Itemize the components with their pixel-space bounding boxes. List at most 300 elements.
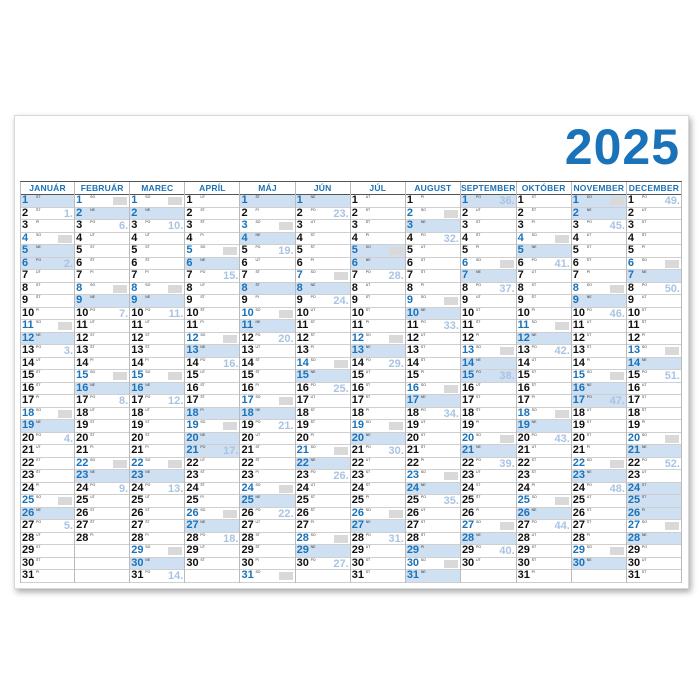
day-cell[interactable] [296,508,350,521]
day-cell[interactable] [406,533,460,546]
day-cell[interactable] [240,408,294,421]
day-cell[interactable] [351,383,405,396]
day-cell[interactable] [296,220,350,233]
day-cell[interactable] [351,445,405,458]
day-cell[interactable] [351,533,405,546]
day-cell[interactable] [240,295,294,308]
day-cell[interactable] [21,245,74,258]
day-cell[interactable] [296,433,350,446]
day-cell[interactable] [185,520,239,533]
day-cell[interactable] [627,508,681,521]
day-cell[interactable] [461,195,516,208]
day-cell[interactable] [296,408,350,421]
day-cell[interactable] [185,320,239,333]
day-cell[interactable] [296,233,350,246]
day-cell[interactable] [240,333,294,346]
day-cell[interactable] [130,570,184,583]
day-cell[interactable] [21,258,74,271]
day-cell[interactable] [185,283,239,296]
day-cell[interactable] [185,458,239,471]
day-cell[interactable] [351,520,405,533]
day-cell[interactable] [461,295,516,308]
day-cell[interactable] [627,270,681,283]
day-cell[interactable] [461,233,516,246]
day-cell[interactable] [75,233,129,246]
day-cell[interactable] [517,558,571,571]
day-cell[interactable] [572,408,626,421]
day-cell[interactable] [296,195,350,208]
day-cell[interactable] [240,395,294,408]
day-cell[interactable] [296,345,350,358]
day-cell[interactable] [517,308,571,321]
day-cell[interactable] [130,345,184,358]
day-cell[interactable] [296,545,350,558]
day-cell[interactable] [130,245,184,258]
day-cell[interactable] [240,483,294,496]
day-cell[interactable] [517,520,571,533]
day-cell[interactable] [185,358,239,371]
day-cell[interactable] [296,558,350,571]
day-cell[interactable] [406,345,460,358]
day-cell[interactable] [21,195,74,208]
day-cell[interactable] [240,345,294,358]
day-cell[interactable] [351,433,405,446]
day-cell[interactable] [572,220,626,233]
day-cell[interactable] [572,458,626,471]
day-cell[interactable] [130,308,184,321]
day-cell[interactable] [517,283,571,296]
day-cell[interactable] [75,495,129,508]
day-cell[interactable] [130,220,184,233]
day-cell[interactable] [75,445,129,458]
day-cell[interactable] [185,533,239,546]
day-cell[interactable] [627,433,681,446]
day-cell[interactable] [75,520,129,533]
day-cell[interactable] [572,308,626,321]
day-cell[interactable] [185,245,239,258]
day-cell[interactable] [351,408,405,421]
day-cell[interactable] [461,508,516,521]
day-cell[interactable] [517,433,571,446]
day-cell[interactable] [406,545,460,558]
day-cell[interactable] [21,458,74,471]
day-cell[interactable] [461,258,516,271]
day-cell[interactable] [461,208,516,221]
day-cell[interactable] [185,333,239,346]
day-cell[interactable] [75,383,129,396]
day-cell[interactable] [296,420,350,433]
day-cell[interactable] [406,408,460,421]
day-cell[interactable] [130,458,184,471]
day-cell[interactable] [130,433,184,446]
day-cell[interactable] [572,545,626,558]
day-cell[interactable] [572,245,626,258]
day-cell[interactable] [461,320,516,333]
day-cell[interactable] [406,570,460,583]
day-cell[interactable] [572,483,626,496]
day-cell[interactable] [461,370,516,383]
day-cell[interactable] [517,483,571,496]
day-cell[interactable] [185,295,239,308]
day-cell[interactable] [627,320,681,333]
day-cell[interactable] [240,545,294,558]
day-cell[interactable] [517,333,571,346]
day-cell[interactable] [351,308,405,321]
day-cell[interactable] [461,458,516,471]
day-cell[interactable] [461,395,516,408]
day-cell[interactable] [461,345,516,358]
day-cell[interactable] [627,570,681,583]
day-cell[interactable] [21,533,74,546]
day-cell[interactable] [185,308,239,321]
day-cell[interactable] [517,545,571,558]
day-cell[interactable] [627,470,681,483]
day-cell[interactable] [351,258,405,271]
day-cell[interactable] [461,408,516,421]
day-cell[interactable] [130,533,184,546]
day-cell[interactable] [627,495,681,508]
day-cell[interactable] [75,358,129,371]
day-cell[interactable] [517,508,571,521]
day-cell[interactable] [627,308,681,321]
day-cell[interactable] [130,233,184,246]
day-cell[interactable] [351,320,405,333]
day-cell[interactable] [627,233,681,246]
day-cell[interactable] [406,333,460,346]
day-cell[interactable] [461,383,516,396]
day-cell[interactable] [572,333,626,346]
day-cell[interactable] [351,233,405,246]
day-cell[interactable] [130,495,184,508]
day-cell[interactable] [572,320,626,333]
day-cell[interactable] [21,395,74,408]
day-cell[interactable] [21,558,74,571]
day-cell[interactable] [21,570,74,583]
day-cell[interactable] [627,295,681,308]
day-cell[interactable] [21,220,74,233]
day-cell[interactable] [75,308,129,321]
day-cell[interactable] [185,220,239,233]
day-cell[interactable] [130,370,184,383]
day-cell[interactable] [572,420,626,433]
day-cell[interactable] [351,395,405,408]
day-cell[interactable] [21,233,74,246]
day-cell[interactable] [351,508,405,521]
day-cell[interactable] [130,545,184,558]
day-cell[interactable] [75,395,129,408]
day-cell[interactable] [572,495,626,508]
day-cell[interactable] [75,408,129,421]
day-cell[interactable] [406,495,460,508]
day-cell[interactable] [185,558,239,571]
day-cell[interactable] [627,358,681,371]
day-cell[interactable] [461,533,516,546]
day-cell[interactable] [627,408,681,421]
day-cell[interactable] [517,420,571,433]
day-cell[interactable] [406,258,460,271]
day-cell[interactable] [240,508,294,521]
day-cell[interactable] [572,345,626,358]
day-cell[interactable] [627,420,681,433]
day-cell[interactable] [351,333,405,346]
day-cell[interactable] [351,458,405,471]
day-cell[interactable] [572,383,626,396]
day-cell[interactable] [572,558,626,571]
day-cell[interactable] [406,458,460,471]
day-cell[interactable] [351,208,405,221]
day-cell[interactable] [130,270,184,283]
day-cell[interactable] [75,195,129,208]
day-cell[interactable] [627,258,681,271]
day-cell[interactable] [240,283,294,296]
day-cell[interactable] [572,358,626,371]
day-cell[interactable] [461,545,516,558]
day-cell[interactable] [296,370,350,383]
day-cell[interactable] [627,545,681,558]
day-cell[interactable] [130,283,184,296]
day-cell[interactable] [296,283,350,296]
day-cell[interactable] [240,520,294,533]
day-cell[interactable] [75,370,129,383]
day-cell[interactable] [627,345,681,358]
day-cell[interactable] [406,433,460,446]
day-cell[interactable] [572,208,626,221]
day-cell[interactable] [75,208,129,221]
day-cell[interactable] [627,370,681,383]
day-cell[interactable] [75,320,129,333]
day-cell[interactable] [75,483,129,496]
day-cell[interactable] [240,570,294,583]
day-cell[interactable] [406,383,460,396]
day-cell[interactable] [406,220,460,233]
day-cell[interactable] [21,445,74,458]
day-cell[interactable] [185,383,239,396]
day-cell[interactable] [130,208,184,221]
day-cell[interactable] [240,233,294,246]
day-cell[interactable] [21,270,74,283]
day-cell[interactable] [572,433,626,446]
day-cell[interactable] [75,420,129,433]
day-cell[interactable] [461,520,516,533]
day-cell[interactable] [351,245,405,258]
day-cell[interactable] [517,445,571,458]
day-cell[interactable] [351,370,405,383]
day-cell[interactable] [130,195,184,208]
day-cell[interactable] [572,395,626,408]
day-cell[interactable] [185,495,239,508]
day-cell[interactable] [351,195,405,208]
day-cell[interactable] [240,383,294,396]
day-cell[interactable] [351,220,405,233]
day-cell[interactable] [627,558,681,571]
day-cell[interactable] [21,483,74,496]
day-cell[interactable] [517,533,571,546]
day-cell[interactable] [296,358,350,371]
day-cell[interactable] [296,295,350,308]
day-cell[interactable] [75,270,129,283]
day-cell[interactable] [406,358,460,371]
day-cell[interactable] [130,333,184,346]
day-cell[interactable] [517,270,571,283]
day-cell[interactable] [130,383,184,396]
day-cell[interactable] [21,383,74,396]
day-cell[interactable] [75,258,129,271]
day-cell[interactable] [351,270,405,283]
day-cell[interactable] [517,495,571,508]
day-cell[interactable] [130,320,184,333]
day-cell[interactable] [461,308,516,321]
day-cell[interactable] [130,483,184,496]
day-cell[interactable] [461,483,516,496]
day-cell[interactable] [130,420,184,433]
day-cell[interactable] [351,420,405,433]
day-cell[interactable] [351,570,405,583]
day-cell[interactable] [21,420,74,433]
day-cell[interactable] [517,258,571,271]
day-cell[interactable] [296,395,350,408]
day-cell[interactable] [406,445,460,458]
day-cell[interactable] [21,358,74,371]
day-cell[interactable] [130,358,184,371]
day-cell[interactable] [461,445,516,458]
day-cell[interactable] [517,195,571,208]
day-cell[interactable] [627,458,681,471]
day-cell[interactable] [406,395,460,408]
day-cell[interactable] [296,520,350,533]
day-cell[interactable] [185,233,239,246]
day-cell[interactable] [21,308,74,321]
day-cell[interactable] [351,295,405,308]
day-cell[interactable] [21,283,74,296]
day-cell[interactable] [296,258,350,271]
day-cell[interactable] [240,270,294,283]
day-cell[interactable] [572,520,626,533]
day-cell[interactable] [406,295,460,308]
day-cell[interactable] [406,508,460,521]
day-cell[interactable] [185,408,239,421]
day-cell[interactable] [572,533,626,546]
day-cell[interactable] [21,545,74,558]
day-cell[interactable] [296,470,350,483]
day-cell[interactable] [517,470,571,483]
day-cell[interactable] [75,470,129,483]
day-cell[interactable] [240,220,294,233]
day-cell[interactable] [240,533,294,546]
day-cell[interactable] [130,445,184,458]
day-cell[interactable] [185,470,239,483]
day-cell[interactable] [406,270,460,283]
day-cell[interactable] [75,245,129,258]
day-cell[interactable] [627,445,681,458]
day-cell[interactable] [240,245,294,258]
day-cell[interactable] [21,470,74,483]
day-cell[interactable] [517,358,571,371]
day-cell[interactable] [75,508,129,521]
day-cell[interactable] [75,295,129,308]
day-cell[interactable] [130,295,184,308]
day-cell[interactable] [517,208,571,221]
day-cell[interactable] [572,233,626,246]
day-cell[interactable] [627,483,681,496]
day-cell[interactable] [240,470,294,483]
day-cell[interactable] [406,245,460,258]
day-cell[interactable] [185,345,239,358]
day-cell[interactable] [240,320,294,333]
day-cell[interactable] [240,258,294,271]
day-cell[interactable] [185,545,239,558]
day-cell[interactable] [296,458,350,471]
day-cell[interactable] [517,458,571,471]
day-cell[interactable] [517,370,571,383]
day-cell[interactable] [351,470,405,483]
day-cell[interactable] [185,370,239,383]
day-cell[interactable] [21,408,74,421]
day-cell[interactable] [240,420,294,433]
day-cell[interactable] [296,533,350,546]
day-cell[interactable] [240,433,294,446]
day-cell[interactable] [406,470,460,483]
day-cell[interactable] [517,570,571,583]
day-cell[interactable] [75,433,129,446]
day-cell[interactable] [572,195,626,208]
day-cell[interactable] [627,533,681,546]
day-cell[interactable] [406,420,460,433]
day-cell[interactable] [461,358,516,371]
day-cell[interactable] [461,333,516,346]
day-cell[interactable] [627,220,681,233]
day-cell[interactable] [627,333,681,346]
day-cell[interactable] [296,308,350,321]
day-cell[interactable] [351,545,405,558]
day-cell[interactable] [572,258,626,271]
day-cell[interactable] [627,395,681,408]
day-cell[interactable] [296,208,350,221]
day-cell[interactable] [406,558,460,571]
day-cell[interactable] [296,270,350,283]
day-cell[interactable] [75,458,129,471]
day-cell[interactable] [461,283,516,296]
day-cell[interactable] [351,558,405,571]
day-cell[interactable] [627,245,681,258]
day-cell[interactable] [130,408,184,421]
day-cell[interactable] [627,208,681,221]
day-cell[interactable] [240,308,294,321]
day-cell[interactable] [75,333,129,346]
day-cell[interactable] [406,520,460,533]
day-cell[interactable] [240,358,294,371]
day-cell[interactable] [517,233,571,246]
day-cell[interactable] [627,283,681,296]
day-cell[interactable] [517,345,571,358]
day-cell[interactable] [461,270,516,283]
day-cell[interactable] [517,408,571,421]
day-cell[interactable] [461,420,516,433]
day-cell[interactable] [351,483,405,496]
day-cell[interactable] [130,470,184,483]
day-cell[interactable] [406,370,460,383]
day-cell[interactable] [406,208,460,221]
day-cell[interactable] [572,295,626,308]
day-cell[interactable] [572,370,626,383]
day-cell[interactable] [461,495,516,508]
day-cell[interactable] [627,383,681,396]
day-cell[interactable] [185,195,239,208]
day-cell[interactable] [572,508,626,521]
day-cell[interactable] [572,283,626,296]
day-cell[interactable] [461,558,516,571]
day-cell[interactable] [185,208,239,221]
day-cell[interactable] [185,420,239,433]
